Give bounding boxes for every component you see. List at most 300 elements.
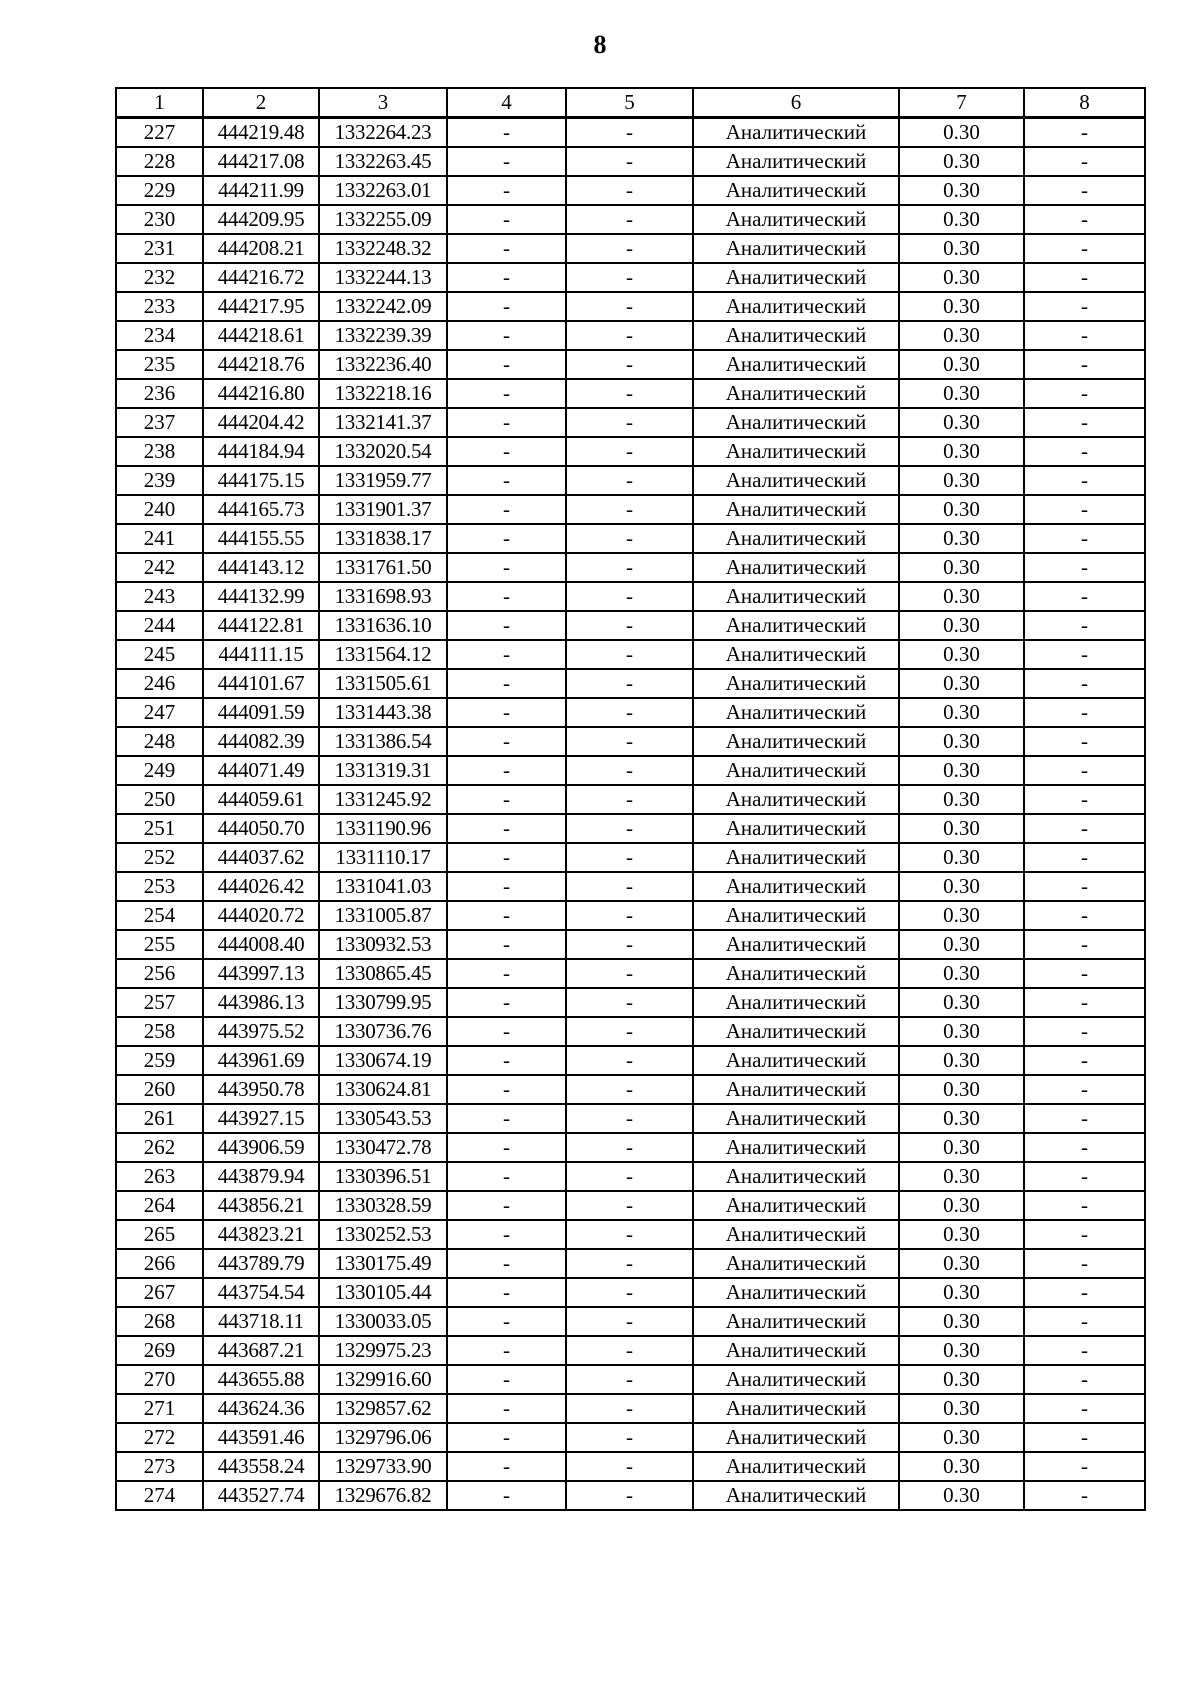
table-row: [116, 205, 1145, 234]
table-row: [116, 611, 1145, 640]
coordinate-y-cell: 1330736.76: [319, 1017, 447, 1046]
accuracy-cell: 0.30: [899, 843, 1024, 872]
accuracy-cell: 0.30: [899, 263, 1024, 292]
coordinate-x-cell: 443558.24: [203, 1452, 319, 1481]
coordinate-x-cell: 444218.76: [203, 350, 319, 379]
coordinate-x-cell: 443986.13: [203, 988, 319, 1017]
column-4-value-cell: -: [447, 524, 566, 553]
column-8-value-cell: -: [1024, 785, 1145, 814]
header-cell-6: 6: [693, 88, 899, 118]
method-cell: Аналитический: [693, 1075, 899, 1104]
accuracy-cell: 0.30: [899, 1365, 1024, 1394]
table-row: [116, 930, 1145, 959]
coordinate-y-cell: 1330543.53: [319, 1104, 447, 1133]
column-4-value-cell: -: [447, 1075, 566, 1104]
accuracy-cell: 0.30: [899, 756, 1024, 785]
column-5-value-cell: -: [566, 1075, 693, 1104]
method-cell: Аналитический: [693, 756, 899, 785]
table-row: [116, 1017, 1145, 1046]
method-cell: Аналитический: [693, 408, 899, 437]
accuracy-cell: 0.30: [899, 872, 1024, 901]
column-4-value-cell: -: [447, 582, 566, 611]
accuracy-cell: 0.30: [899, 1220, 1024, 1249]
coordinate-y-cell: 1331386.54: [319, 727, 447, 756]
coordinate-x-cell: 444082.39: [203, 727, 319, 756]
accuracy-cell: 0.30: [899, 1423, 1024, 1452]
coordinate-x-cell: 444020.72: [203, 901, 319, 930]
table-row: [116, 437, 1145, 466]
accuracy-cell: 0.30: [899, 1162, 1024, 1191]
coordinate-x-cell: 444217.95: [203, 292, 319, 321]
method-cell: Аналитический: [693, 640, 899, 669]
coordinate-y-cell: 1330799.95: [319, 988, 447, 1017]
accuracy-cell: 0.30: [899, 408, 1024, 437]
column-5-value-cell: -: [566, 321, 693, 350]
column-4-value-cell: -: [447, 234, 566, 263]
column-5-value-cell: -: [566, 205, 693, 234]
table-row: [116, 321, 1145, 350]
accuracy-cell: 0.30: [899, 1191, 1024, 1220]
accuracy-cell: 0.30: [899, 1104, 1024, 1133]
column-4-value-cell: -: [447, 1452, 566, 1481]
column-8-value-cell: -: [1024, 1191, 1145, 1220]
column-8-value-cell: -: [1024, 669, 1145, 698]
header-cell-5: 5: [566, 88, 693, 118]
accuracy-cell: 0.30: [899, 1394, 1024, 1423]
table-row: [116, 1220, 1145, 1249]
column-5-value-cell: -: [566, 1162, 693, 1191]
column-8-value-cell: -: [1024, 930, 1145, 959]
point-number-cell: 258: [116, 1017, 203, 1046]
point-number-cell: 257: [116, 988, 203, 1017]
accuracy-cell: 0.30: [899, 959, 1024, 988]
column-4-value-cell: -: [447, 901, 566, 930]
coordinate-y-cell: 1331564.12: [319, 640, 447, 669]
point-number-cell: 271: [116, 1394, 203, 1423]
table-row: [116, 234, 1145, 263]
column-5-value-cell: -: [566, 292, 693, 321]
point-number-cell: 250: [116, 785, 203, 814]
accuracy-cell: 0.30: [899, 1452, 1024, 1481]
coordinates-table: [115, 87, 1146, 1511]
method-cell: Аналитический: [693, 727, 899, 756]
coordinate-y-cell: 1331245.92: [319, 785, 447, 814]
point-number-cell: 272: [116, 1423, 203, 1452]
point-number-cell: 256: [116, 959, 203, 988]
point-number-cell: 238: [116, 437, 203, 466]
column-4-value-cell: -: [447, 1133, 566, 1162]
column-4-value-cell: -: [447, 1017, 566, 1046]
column-4-value-cell: -: [447, 147, 566, 176]
point-number-cell: 266: [116, 1249, 203, 1278]
coordinate-x-cell: 443927.15: [203, 1104, 319, 1133]
accuracy-cell: 0.30: [899, 118, 1024, 148]
method-cell: Аналитический: [693, 669, 899, 698]
column-4-value-cell: -: [447, 408, 566, 437]
point-number-cell: 228: [116, 147, 203, 176]
method-cell: Аналитический: [693, 582, 899, 611]
column-4-value-cell: -: [447, 930, 566, 959]
column-5-value-cell: -: [566, 1365, 693, 1394]
column-5-value-cell: -: [566, 930, 693, 959]
coordinate-x-cell: 443975.52: [203, 1017, 319, 1046]
method-cell: Аналитический: [693, 292, 899, 321]
column-5-value-cell: -: [566, 1278, 693, 1307]
column-4-value-cell: -: [447, 1481, 566, 1510]
method-cell: Аналитический: [693, 176, 899, 205]
point-number-cell: 267: [116, 1278, 203, 1307]
column-8-value-cell: -: [1024, 1104, 1145, 1133]
column-8-value-cell: -: [1024, 1423, 1145, 1452]
accuracy-cell: 0.30: [899, 321, 1024, 350]
point-number-cell: 263: [116, 1162, 203, 1191]
column-4-value-cell: -: [447, 466, 566, 495]
method-cell: Аналитический: [693, 698, 899, 727]
method-cell: Аналитический: [693, 1249, 899, 1278]
accuracy-cell: 0.30: [899, 350, 1024, 379]
column-5-value-cell: -: [566, 1481, 693, 1510]
accuracy-cell: 0.30: [899, 901, 1024, 930]
column-8-value-cell: -: [1024, 843, 1145, 872]
accuracy-cell: 0.30: [899, 205, 1024, 234]
method-cell: Аналитический: [693, 553, 899, 582]
column-4-value-cell: -: [447, 1278, 566, 1307]
column-8-value-cell: -: [1024, 1365, 1145, 1394]
method-cell: Аналитический: [693, 1220, 899, 1249]
column-5-value-cell: -: [566, 553, 693, 582]
method-cell: Аналитический: [693, 901, 899, 930]
method-cell: Аналитический: [693, 1133, 899, 1162]
column-5-value-cell: -: [566, 727, 693, 756]
point-number-cell: 262: [116, 1133, 203, 1162]
table-row: [116, 118, 1145, 148]
column-4-value-cell: -: [447, 872, 566, 901]
coordinate-x-cell: 444122.81: [203, 611, 319, 640]
column-8-value-cell: -: [1024, 553, 1145, 582]
coordinate-x-cell: 444091.59: [203, 698, 319, 727]
column-5-value-cell: -: [566, 147, 693, 176]
column-5-value-cell: -: [566, 1336, 693, 1365]
coordinate-y-cell: 1329916.60: [319, 1365, 447, 1394]
column-8-value-cell: -: [1024, 176, 1145, 205]
column-4-value-cell: -: [447, 727, 566, 756]
column-4-value-cell: -: [447, 611, 566, 640]
coordinate-y-cell: 1329676.82: [319, 1481, 447, 1510]
column-5-value-cell: -: [566, 843, 693, 872]
point-number-cell: 264: [116, 1191, 203, 1220]
table-row: [116, 669, 1145, 698]
column-5-value-cell: -: [566, 437, 693, 466]
point-number-cell: 243: [116, 582, 203, 611]
point-number-cell: 233: [116, 292, 203, 321]
coordinate-x-cell: 444184.94: [203, 437, 319, 466]
method-cell: Аналитический: [693, 263, 899, 292]
header-cell-3: 3: [319, 88, 447, 118]
column-8-value-cell: -: [1024, 1220, 1145, 1249]
column-5-value-cell: -: [566, 1452, 693, 1481]
method-cell: Аналитический: [693, 1307, 899, 1336]
coordinate-y-cell: 1331005.87: [319, 901, 447, 930]
coordinate-x-cell: 443906.59: [203, 1133, 319, 1162]
header-cell-1: 1: [116, 88, 203, 118]
accuracy-cell: 0.30: [899, 1133, 1024, 1162]
method-cell: Аналитический: [693, 1394, 899, 1423]
column-5-value-cell: -: [566, 1133, 693, 1162]
header-cell-7: 7: [899, 88, 1024, 118]
method-cell: Аналитический: [693, 1191, 899, 1220]
point-number-cell: 274: [116, 1481, 203, 1510]
column-5-value-cell: -: [566, 582, 693, 611]
column-5-value-cell: -: [566, 1191, 693, 1220]
table-row: [116, 1423, 1145, 1452]
column-5-value-cell: -: [566, 698, 693, 727]
column-8-value-cell: -: [1024, 408, 1145, 437]
coordinate-x-cell: 443527.74: [203, 1481, 319, 1510]
point-number-cell: 265: [116, 1220, 203, 1249]
table-row: [116, 1104, 1145, 1133]
coordinate-y-cell: 1331319.31: [319, 756, 447, 785]
table-row: [116, 756, 1145, 785]
accuracy-cell: 0.30: [899, 582, 1024, 611]
column-8-value-cell: -: [1024, 292, 1145, 321]
column-5-value-cell: -: [566, 959, 693, 988]
column-8-value-cell: -: [1024, 1075, 1145, 1104]
table-row: [116, 785, 1145, 814]
coordinate-y-cell: 1332264.23: [319, 118, 447, 148]
table-row: [116, 959, 1145, 988]
coordinate-y-cell: 1331959.77: [319, 466, 447, 495]
method-cell: Аналитический: [693, 1365, 899, 1394]
header-row: [116, 88, 1145, 118]
column-4-value-cell: -: [447, 495, 566, 524]
point-number-cell: 239: [116, 466, 203, 495]
table-row: [116, 814, 1145, 843]
accuracy-cell: 0.30: [899, 1046, 1024, 1075]
accuracy-cell: 0.30: [899, 1075, 1024, 1104]
method-cell: Аналитический: [693, 234, 899, 263]
column-4-value-cell: -: [447, 698, 566, 727]
accuracy-cell: 0.30: [899, 1336, 1024, 1365]
column-5-value-cell: -: [566, 118, 693, 148]
column-5-value-cell: -: [566, 814, 693, 843]
column-4-value-cell: -: [447, 1220, 566, 1249]
point-number-cell: 269: [116, 1336, 203, 1365]
coordinate-y-cell: 1331110.17: [319, 843, 447, 872]
column-8-value-cell: -: [1024, 524, 1145, 553]
column-8-value-cell: -: [1024, 379, 1145, 408]
accuracy-cell: 0.30: [899, 437, 1024, 466]
accuracy-cell: 0.30: [899, 785, 1024, 814]
accuracy-cell: 0.30: [899, 1481, 1024, 1510]
column-4-value-cell: -: [447, 1336, 566, 1365]
accuracy-cell: 0.30: [899, 147, 1024, 176]
table-row: [116, 466, 1145, 495]
column-5-value-cell: -: [566, 988, 693, 1017]
column-8-value-cell: -: [1024, 234, 1145, 263]
column-8-value-cell: -: [1024, 582, 1145, 611]
column-8-value-cell: -: [1024, 1046, 1145, 1075]
accuracy-cell: 0.30: [899, 292, 1024, 321]
column-5-value-cell: -: [566, 408, 693, 437]
coordinate-y-cell: 1332248.32: [319, 234, 447, 263]
method-cell: Аналитический: [693, 1104, 899, 1133]
coordinate-x-cell: 444050.70: [203, 814, 319, 843]
column-5-value-cell: -: [566, 234, 693, 263]
column-4-value-cell: -: [447, 785, 566, 814]
table-row: [116, 582, 1145, 611]
column-8-value-cell: -: [1024, 1394, 1145, 1423]
column-4-value-cell: -: [447, 263, 566, 292]
coordinate-y-cell: 1330472.78: [319, 1133, 447, 1162]
column-4-value-cell: -: [447, 1365, 566, 1394]
method-cell: Аналитический: [693, 611, 899, 640]
point-number-cell: 229: [116, 176, 203, 205]
coordinate-x-cell: 443718.11: [203, 1307, 319, 1336]
method-cell: Аналитический: [693, 1162, 899, 1191]
column-8-value-cell: -: [1024, 118, 1145, 148]
coordinate-x-cell: 443789.79: [203, 1249, 319, 1278]
column-8-value-cell: -: [1024, 1481, 1145, 1510]
coordinate-x-cell: 444216.72: [203, 263, 319, 292]
point-number-cell: 259: [116, 1046, 203, 1075]
point-number-cell: 253: [116, 872, 203, 901]
coordinate-x-cell: 443754.54: [203, 1278, 319, 1307]
column-4-value-cell: -: [447, 1307, 566, 1336]
coordinate-x-cell: 444037.62: [203, 843, 319, 872]
column-5-value-cell: -: [566, 785, 693, 814]
accuracy-cell: 0.30: [899, 988, 1024, 1017]
accuracy-cell: 0.30: [899, 234, 1024, 263]
column-5-value-cell: -: [566, 176, 693, 205]
point-number-cell: 251: [116, 814, 203, 843]
coordinate-y-cell: 1330932.53: [319, 930, 447, 959]
table-row: [116, 524, 1145, 553]
header-cell-8: 8: [1024, 88, 1145, 118]
coordinate-y-cell: 1331505.61: [319, 669, 447, 698]
column-8-value-cell: -: [1024, 1452, 1145, 1481]
table-row: [116, 1307, 1145, 1336]
coordinate-x-cell: 443961.69: [203, 1046, 319, 1075]
column-5-value-cell: -: [566, 1220, 693, 1249]
coordinate-y-cell: 1332239.39: [319, 321, 447, 350]
table-row: [116, 698, 1145, 727]
point-number-cell: 260: [116, 1075, 203, 1104]
column-5-value-cell: -: [566, 901, 693, 930]
column-4-value-cell: -: [447, 1249, 566, 1278]
accuracy-cell: 0.30: [899, 466, 1024, 495]
column-4-value-cell: -: [447, 379, 566, 408]
coordinate-y-cell: 1329975.23: [319, 1336, 447, 1365]
column-8-value-cell: -: [1024, 814, 1145, 843]
method-cell: Аналитический: [693, 814, 899, 843]
coordinate-x-cell: 444132.99: [203, 582, 319, 611]
method-cell: Аналитический: [693, 1423, 899, 1452]
point-number-cell: 227: [116, 118, 203, 148]
coordinate-x-cell: 444211.99: [203, 176, 319, 205]
method-cell: Аналитический: [693, 843, 899, 872]
method-cell: Аналитический: [693, 1336, 899, 1365]
method-cell: Аналитический: [693, 1481, 899, 1510]
column-8-value-cell: -: [1024, 1017, 1145, 1046]
coordinate-y-cell: 1330105.44: [319, 1278, 447, 1307]
accuracy-cell: 0.30: [899, 669, 1024, 698]
table-row: [116, 1394, 1145, 1423]
table-row: [116, 901, 1145, 930]
coordinate-x-cell: 444111.15: [203, 640, 319, 669]
accuracy-cell: 0.30: [899, 176, 1024, 205]
coordinate-x-cell: 444059.61: [203, 785, 319, 814]
coordinate-x-cell: 444204.42: [203, 408, 319, 437]
column-8-value-cell: -: [1024, 611, 1145, 640]
accuracy-cell: 0.30: [899, 524, 1024, 553]
coordinate-x-cell: 443823.21: [203, 1220, 319, 1249]
method-cell: Аналитический: [693, 205, 899, 234]
coordinate-y-cell: 1332244.13: [319, 263, 447, 292]
column-5-value-cell: -: [566, 350, 693, 379]
column-4-value-cell: -: [447, 843, 566, 872]
method-cell: Аналитический: [693, 872, 899, 901]
column-5-value-cell: -: [566, 640, 693, 669]
accuracy-cell: 0.30: [899, 930, 1024, 959]
coordinate-x-cell: 444208.21: [203, 234, 319, 263]
coordinate-x-cell: 444218.61: [203, 321, 319, 350]
accuracy-cell: 0.30: [899, 1278, 1024, 1307]
point-number-cell: 230: [116, 205, 203, 234]
column-5-value-cell: -: [566, 1423, 693, 1452]
column-4-value-cell: -: [447, 292, 566, 321]
coordinate-y-cell: 1330396.51: [319, 1162, 447, 1191]
point-number-cell: 268: [116, 1307, 203, 1336]
column-4-value-cell: -: [447, 640, 566, 669]
column-4-value-cell: -: [447, 1046, 566, 1075]
column-4-value-cell: -: [447, 1104, 566, 1133]
coordinate-y-cell: 1332236.40: [319, 350, 447, 379]
table-body: [116, 118, 1145, 1511]
method-cell: Аналитический: [693, 118, 899, 148]
column-5-value-cell: -: [566, 669, 693, 698]
coordinate-y-cell: 1329857.62: [319, 1394, 447, 1423]
point-number-cell: 273: [116, 1452, 203, 1481]
accuracy-cell: 0.30: [899, 814, 1024, 843]
table-row: [116, 1481, 1145, 1510]
column-5-value-cell: -: [566, 263, 693, 292]
accuracy-cell: 0.30: [899, 698, 1024, 727]
point-number-cell: 270: [116, 1365, 203, 1394]
coordinate-y-cell: 1330252.53: [319, 1220, 447, 1249]
coordinate-y-cell: 1332242.09: [319, 292, 447, 321]
table-row: [116, 408, 1145, 437]
coordinate-y-cell: 1332141.37: [319, 408, 447, 437]
coordinate-y-cell: 1331901.37: [319, 495, 447, 524]
column-4-value-cell: -: [447, 321, 566, 350]
column-4-value-cell: -: [447, 553, 566, 582]
table-row: [116, 350, 1145, 379]
coordinate-y-cell: 1329796.06: [319, 1423, 447, 1452]
column-5-value-cell: -: [566, 466, 693, 495]
table-row: [116, 147, 1145, 176]
column-8-value-cell: -: [1024, 437, 1145, 466]
accuracy-cell: 0.30: [899, 611, 1024, 640]
coordinate-y-cell: 1331443.38: [319, 698, 447, 727]
accuracy-cell: 0.30: [899, 1249, 1024, 1278]
table-row: [116, 1278, 1145, 1307]
coordinate-x-cell: 444216.80: [203, 379, 319, 408]
method-cell: Аналитический: [693, 988, 899, 1017]
table-row: [116, 1133, 1145, 1162]
coordinate-x-cell: 444101.67: [203, 669, 319, 698]
column-4-value-cell: -: [447, 1162, 566, 1191]
column-4-value-cell: -: [447, 1394, 566, 1423]
